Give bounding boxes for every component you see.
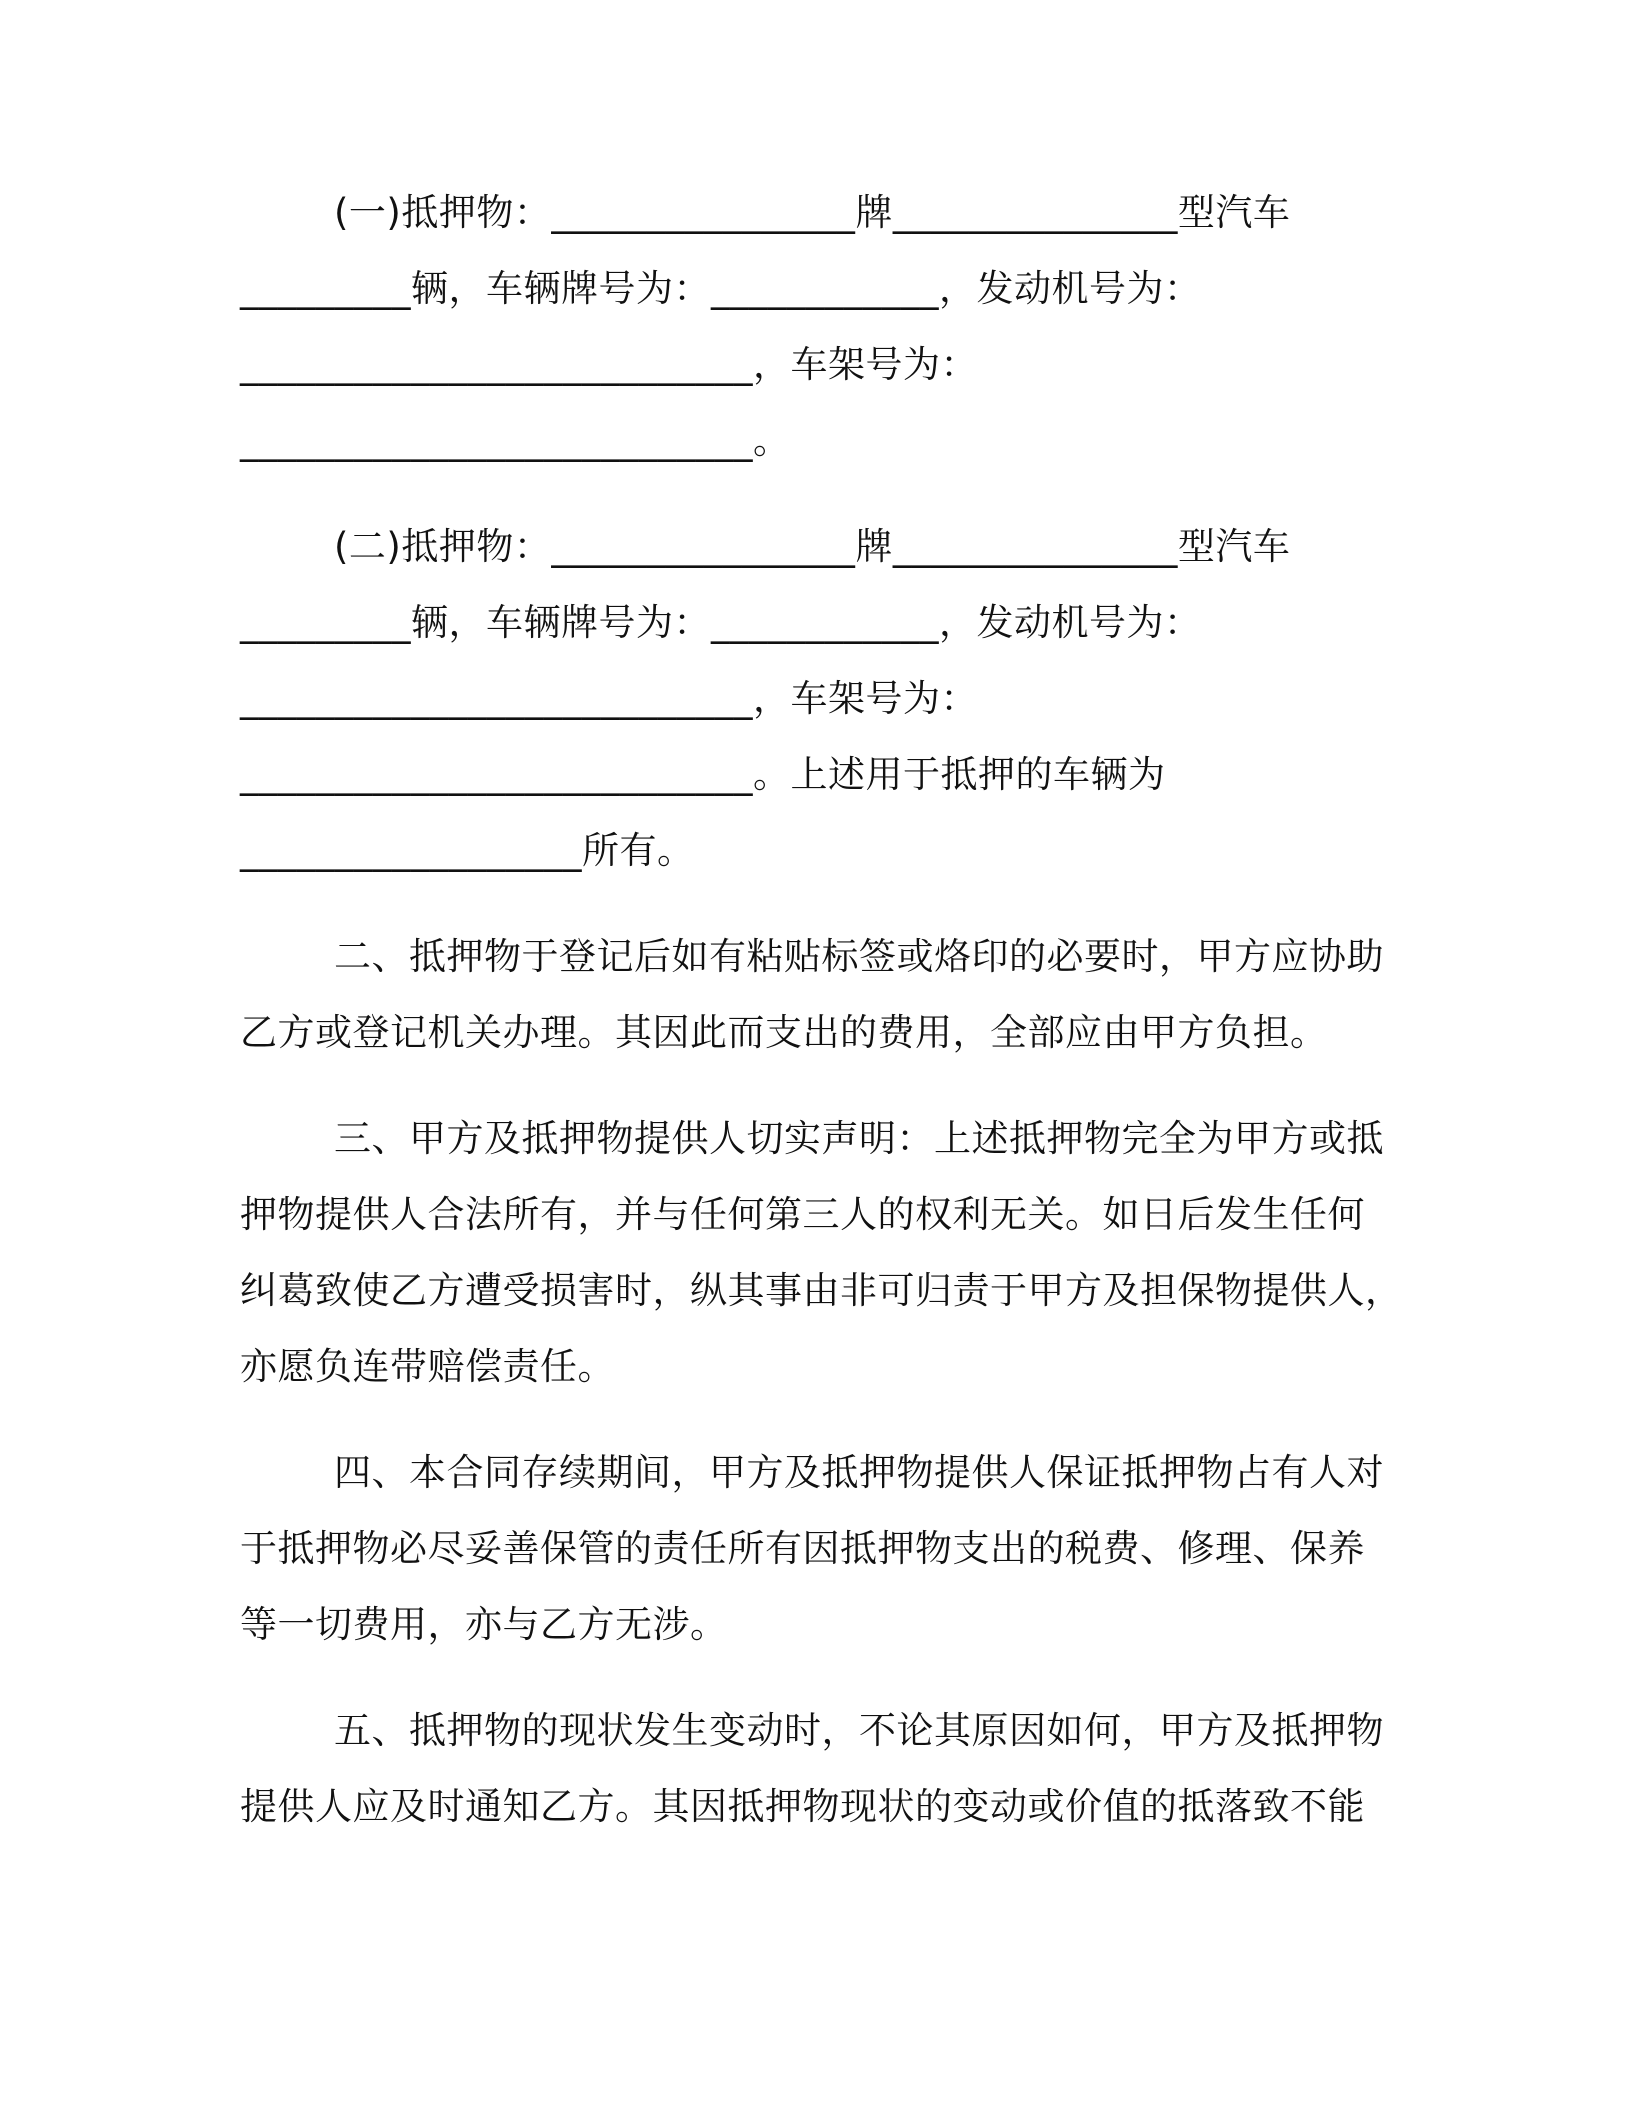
clause-4-line-2: 于抵押物必尽妥善保管的责任所有因抵押物支出的税费、修理、保养 (240, 1527, 1365, 1570)
clause-2-line-2: 乙方或登记机关办理。其因此而支出的费用，全部应由甲方负担。 (240, 1011, 1328, 1054)
clause-3-line-1: 三、甲方及抵押物提供人切实声明：上述抵押物完全为甲方或抵 (334, 1117, 1384, 1160)
clause-3-line-2: 押物提供人合法所有，并与任何第三人的权利无关。如日后发生任何 (240, 1193, 1365, 1236)
section-1-line-4: ___________________________。 (240, 419, 791, 462)
clause-4-line-3: 等一切费用，亦与乙方无涉。 (240, 1603, 728, 1646)
section-2-line-2: _________辆，车辆牌号为：____________，发动机号为： (240, 601, 1202, 644)
clause-5-line-1: 五、抵押物的现状发生变动时，不论其原因如何，甲方及抵押物 (334, 1709, 1384, 1752)
section-2-line-1: (二)抵押物：________________牌_______________型汽车 (334, 525, 1291, 568)
clause-3-line-3: 纠葛致使乙方遭受损害时，纵其事由非可归责于甲方及担保物提供人， (240, 1269, 1403, 1312)
section-1-line-3: ___________________________，车架号为： (240, 343, 978, 386)
section-1-line-1: (一)抵押物：________________牌_______________型汽车 (334, 191, 1291, 234)
clause-3-line-4: 亦愿负连带赔偿责任。 (240, 1345, 615, 1388)
clause-5-line-2: 提供人应及时通知乙方。其因抵押物现状的变动或价值的抵落致不能 (240, 1785, 1365, 1828)
section-2-line-5: __________________所有。 (240, 829, 695, 872)
section-2-line-4: ___________________________。上述用于抵押的车辆为 (240, 753, 1166, 796)
section-2-line-3: ___________________________，车架号为： (240, 677, 978, 720)
clause-2-line-1: 二、抵押物于登记后如有粘贴标签或烙印的必要时，甲方应协助 (334, 935, 1384, 978)
section-1-line-2: _________辆，车辆牌号为：____________，发动机号为： (240, 267, 1202, 310)
clause-4-line-1: 四、本合同存续期间，甲方及抵押物提供人保证抵押物占有人对 (334, 1451, 1384, 1494)
